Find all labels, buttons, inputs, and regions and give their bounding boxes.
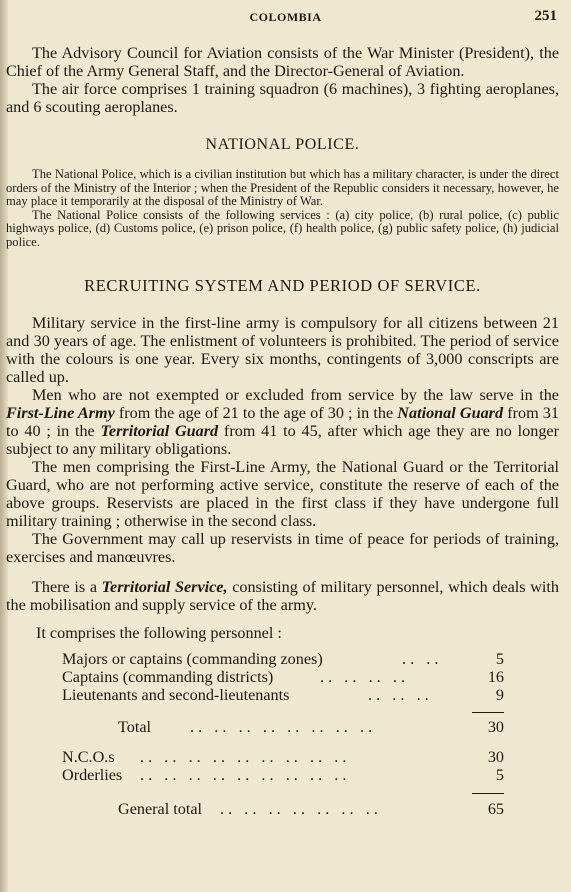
leader-dots: . . . . . . . . . . . . . . . . . . <box>140 747 347 766</box>
territorial-service-term: Territorial Service, <box>101 577 228 596</box>
general-total-label: General total <box>118 799 203 818</box>
personnel-count: 5 <box>495 765 504 784</box>
personnel-label: N.C.O.s <box>62 747 115 766</box>
territorial-service-paragraph: There is a Territorial Service, consisting of military personnel, which deals with the mobilisation and supply service of the army. <box>6 577 559 614</box>
police-status-paragraph: The National Police, which is a civilian institution but which has a military character, is under the direct orders of the Ministry of the Interior ; when the President of the Republic considers it necessary, however, he may place it temporarily at the disposal of the Ministry of War. <box>6 167 559 209</box>
leader-dots: . . . . . . <box>368 685 429 704</box>
national-guard-term: National Guard <box>397 403 504 422</box>
total-rule <box>472 793 504 794</box>
running-title: COLOMBIA <box>249 10 322 24</box>
police-services-paragraph: The National Police consists of the following services : (a) city police, (b) rural police, (c) public highways police, (d) Customs police, (e) prison police, (f) health police, (g) public safety police, (h) judicial police. <box>6 207 559 249</box>
personnel-label: Orderlies <box>62 765 123 784</box>
personnel-table <box>62 650 504 818</box>
personnel-count: 5 <box>495 649 504 668</box>
aviation-council-paragraph: The Advisory Council for Aviation consists of the War Minister (President), the Chief of the Army General Staff, and the Director-General of Aviation. <box>6 44 559 80</box>
leader-dots: . . . . . . . . <box>320 667 405 686</box>
leader-dots: . . . . <box>402 649 439 668</box>
personnel-row <box>62 766 504 784</box>
first-line-army-term: First-Line Army <box>6 403 115 422</box>
military-service-paragraph: Military service in the first-line army is compulsory for all citizens between 21 and 30 years of age. The enlistment of volunteers is prohibited. The period of service with the colours is one year. Every six months, contingents of 3,000 conscripts are called up. <box>6 313 559 386</box>
national-police-heading: NATIONAL POLICE. <box>205 136 360 153</box>
personnel-count: 30 <box>487 747 504 766</box>
total-label: Total <box>118 717 152 736</box>
personnel-count: 16 <box>487 667 504 686</box>
general-total-value: 65 <box>487 799 504 818</box>
personnel-row <box>62 748 504 766</box>
territorial-guard-term: Territorial Guard <box>100 421 219 440</box>
personnel-row <box>62 650 504 668</box>
personnel-intro: It comprises the following personnel : <box>36 623 282 642</box>
page-number: 251 <box>534 8 557 24</box>
personnel-row <box>62 686 504 704</box>
total-row <box>62 718 504 736</box>
general-total-row <box>62 800 504 818</box>
recruiting-heading: RECRUITING SYSTEM AND PERIOD OF SERVICE. <box>84 275 481 295</box>
personnel-label: Majors or captains (commanding zones) <box>62 649 323 668</box>
leader-dots: . . . . . . . . . . . . . . . . . . <box>140 765 347 784</box>
call-up-paragraph: The Government may call up reservists in time of peace for periods of training, exercises and manœuvres. <box>6 529 559 566</box>
air-force-paragraph: The air force comprises 1 training squadron (6 machines), 3 fighting aeroplanes, and 6 scouting aeroplanes. <box>6 80 559 116</box>
page-header <box>0 10 571 30</box>
personnel-row <box>62 668 504 686</box>
total-value: 30 <box>487 717 504 736</box>
subtotal-rule <box>472 712 504 713</box>
personnel-label: Lieutenants and second-lieutenants <box>62 685 290 704</box>
page-body <box>6 44 559 818</box>
personnel-label: Captains (commanding districts) <box>62 667 274 686</box>
reserve-paragraph: The men comprising the First-Line Army, the National Guard or the Territorial Guard, who are not performing active service, constitute the reserve of each of the above groups. Reservists are placed in the first class if they have undergone full military training ; otherwise in the second class. <box>6 457 559 530</box>
service-ages-paragraph: Men who are not exempted or excluded from service by the law serve in the First-Line Army from the age of 21 to the age of 30 ; in the National Guard from 31 to 40 ; in the Territorial Guard from 41 to 45, after which age they are no longer subject to any military obligations. <box>6 385 560 458</box>
personnel-count: 9 <box>495 685 504 704</box>
leader-dots: . . . . . . . . . . . . . . . . <box>190 717 373 736</box>
leader-dots: . . . . . . . . . . . . . . <box>220 799 378 818</box>
